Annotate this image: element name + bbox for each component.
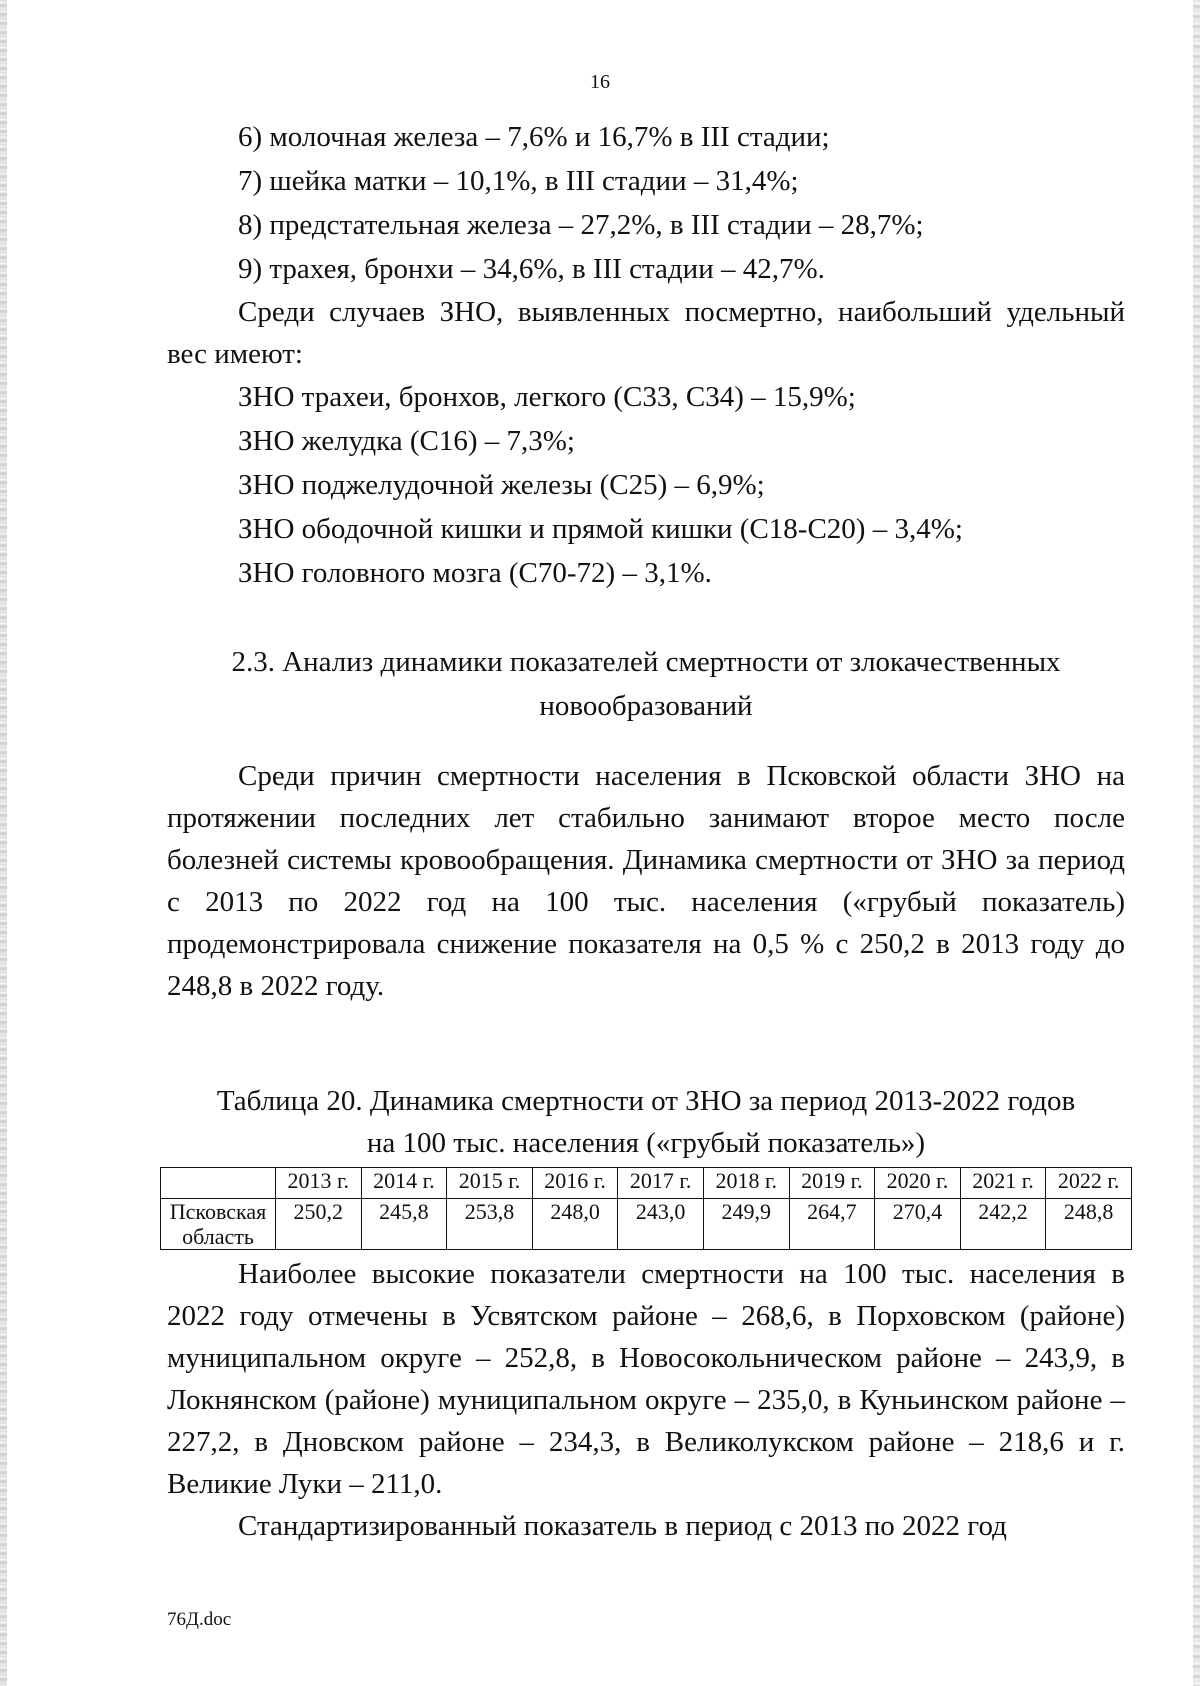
mortality-paragraph: Среди причин смертности населения в Псковской области ЗНО на протяжении последних лет стабильно занимают второе место после болезней системы кровообращения. Динамика смертности от ЗНО за период с 2013 по 2022 год на 100 тыс. населения («грубый показатель) продемонстрировала снижение показателя на 0,5 % с 250,2 в 2013 году до 248,8 в 2022 году. xyxy=(167,760,1125,1002)
year-header: 2019 г. xyxy=(789,1168,875,1199)
year-header: 2014 г. xyxy=(361,1168,447,1199)
year-header: 2022 г. xyxy=(1046,1168,1132,1199)
table-row xyxy=(161,1199,1132,1250)
page-number: 16 xyxy=(590,71,610,93)
section-heading xyxy=(150,640,1142,728)
list-item: ЗНО ободочной кишки и прямой кишки (С18-С20) – 3,4%; xyxy=(238,513,963,545)
year-header: 2020 г. xyxy=(875,1168,961,1199)
table-corner-cell xyxy=(161,1168,276,1199)
value-cell: 264,7 xyxy=(789,1199,875,1250)
list-item: 9) трахея, бронхи – 34,6%, в III стадии – 42,7%. xyxy=(238,253,825,285)
list-item: ЗНО поджелудочной железы (С25) – 6,9%; xyxy=(238,469,765,501)
year-header: 2016 г. xyxy=(532,1168,618,1199)
scan-edge-right xyxy=(1193,0,1200,1686)
table-caption-line-1: Таблица 20. Динамика смертности от ЗНО за период 2013-2022 годов xyxy=(216,1085,1076,1117)
region-label-cell xyxy=(161,1199,276,1250)
list-item: ЗНО желудка (С16) – 7,3%; xyxy=(238,425,575,457)
list-item: ЗНО трахеи, бронхов, легкого (С33, С34) – 15,9%; xyxy=(238,381,856,413)
list-item: 6) молочная железа – 7,6% и 16,7% в III стадии; xyxy=(238,121,830,153)
region-label-line-1: Псковская xyxy=(169,1199,267,1224)
standardized-paragraph: Стандартизированный показатель в период с 2013 по 2022 год xyxy=(238,1510,1007,1542)
year-header: 2015 г. xyxy=(447,1168,533,1199)
value-cell: 245,8 xyxy=(361,1199,447,1250)
section-heading-line-2: новообразований xyxy=(539,690,753,722)
value-cell: 248,8 xyxy=(1046,1199,1132,1250)
table-caption xyxy=(160,1080,1132,1164)
table-header-row xyxy=(161,1168,1132,1199)
year-header: 2017 г. xyxy=(618,1168,704,1199)
value-cell: 253,8 xyxy=(447,1199,533,1250)
value-cell: 250,2 xyxy=(276,1199,362,1250)
value-cell: 248,0 xyxy=(532,1199,618,1250)
value-cell: 242,2 xyxy=(960,1199,1046,1250)
stage-list xyxy=(167,115,1125,595)
year-header: 2018 г. xyxy=(703,1168,789,1199)
year-header: 2013 г. xyxy=(276,1168,362,1199)
table-caption-line-2: на 100 тыс. населения («грубый показатель») xyxy=(366,1127,926,1159)
value-cell: 270,4 xyxy=(875,1199,961,1250)
region-label-line-2: область xyxy=(182,1224,254,1249)
year-header: 2021 г. xyxy=(960,1168,1046,1199)
value-cell: 249,9 xyxy=(703,1199,789,1250)
district-paragraph: Наиболее высокие показатели смертности на 100 тыс. населения в 2022 году отмечены в Усвятском районе – 268,6, в Порховском (районе) муниципальном округе – 252,8, в Новосокольническом районе – 243,9, в Локнянском (районе) муниципальном округе – 235,0, в Куньинском районе – 227,2, в Дновском районе – 234,3, в Великолукском районе – 218,6 и г. Великие Луки – 211,0. Стандартизированный показатель в период с 2013 по 2022 год xyxy=(167,1253,1125,1547)
posthumous-intro-paragraph: Среди случаев ЗНО, выявленных посмертно, наибольший удельный вес имеют: xyxy=(167,296,1125,370)
list-item: ЗНО головного мозга (С70-72) – 3,1%. xyxy=(238,557,712,589)
value-cell: 243,0 xyxy=(618,1199,704,1250)
scan-edge-left xyxy=(0,0,7,1686)
section-heading-line-1: 2.3. Анализ динамики показателей смертности от злокачественных xyxy=(231,646,1061,678)
mortality-table xyxy=(160,1167,1132,1250)
list-item: 8) предстательная железа – 27,2%, в III стадии – 28,7%; xyxy=(238,209,924,241)
file-name-footer: 76Д.doc xyxy=(167,1609,232,1630)
list-item: 7) шейка матки – 10,1%, в III стадии – 31,4%; xyxy=(238,165,799,197)
